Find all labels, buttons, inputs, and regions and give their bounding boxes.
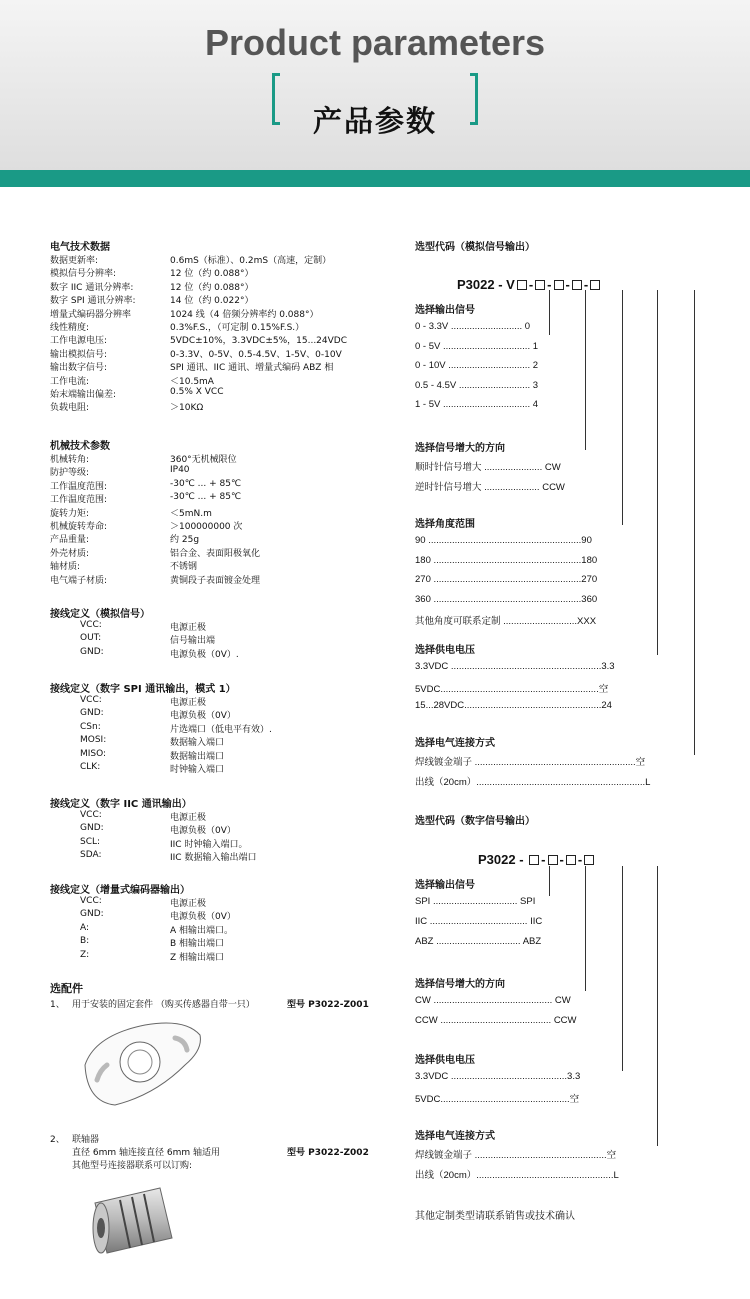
spec-value: 铝合金、表面阳极氧化 [170, 548, 261, 559]
code-slot-4 [572, 280, 582, 290]
spec-key: CLK: [80, 762, 101, 772]
option-item: 出线（20cm）................................................................L [415, 776, 651, 788]
acc2-line2: 其他型号连接器联系可以订购: [72, 1161, 193, 1171]
wiring-inc-title: 接线定义（增量式编码器输出） [50, 885, 190, 896]
spec-key: GND: [80, 708, 104, 719]
option-item: 顺时针信号增大 ...................... CW [415, 462, 561, 473]
spec-value: 电源正极 [170, 899, 207, 909]
option-item: 0 - 5V ................................. 1 [415, 340, 539, 352]
spec-value: Z 相输出端口 [170, 952, 225, 963]
spec-value: A 相输出端口。 [170, 925, 234, 936]
code-slot-5 [590, 280, 600, 290]
analog-code: P3022 - V - - - - [457, 277, 602, 292]
option-item: 15...28VDC....................................................24 [415, 700, 612, 711]
spec-key: A: [80, 922, 90, 933]
digital-code: P3022 - - - - [478, 852, 596, 867]
spec-key: GND: [80, 823, 104, 834]
option-item: 360 ........................................................360 [415, 593, 598, 605]
spec-key: 始末端输出偏差: [50, 390, 117, 400]
acc2-model: 型号 P3022-Z002 [287, 1148, 369, 1158]
header-banner [0, 0, 750, 172]
spec-value: 0.3%F.S.，（可定制 0.15%F.S.） [170, 323, 305, 333]
electrical-title: 电气技术数据 [50, 242, 110, 253]
spec-value: 电源正极 [170, 813, 207, 823]
option-group-title: 选择信号增大的方向 [415, 979, 505, 990]
mechanical-title: 机械技术参数 [50, 441, 110, 452]
spec-key: Z: [80, 949, 90, 960]
page-subtitle: 产品参数 [312, 104, 437, 138]
option-item: 5VDC.................................................空 [415, 1094, 580, 1105]
option-item: 其他角度可联系定制 ............................XXX [415, 616, 597, 627]
spec-key: VCC: [80, 896, 102, 906]
spec-value: 电源正极 [170, 698, 207, 708]
connector-line [694, 290, 695, 755]
analog-code-prefix: P3022 - V [457, 277, 515, 292]
spec-value: 片选端口（低电平有效）. [170, 724, 272, 735]
spec-value: 5VDC±10%，3.3VDC±5%，15...24VDC [170, 336, 348, 347]
spec-key: 工作温度范围: [50, 495, 108, 506]
spec-key: 工作温度范围: [50, 481, 108, 492]
spec-value: 12 位（约 0.088°） [170, 269, 254, 280]
spec-value: IIC 时钟输入端口。 [170, 839, 248, 850]
digital-code-title: 选型代码（数字信号输出） [415, 816, 535, 827]
spec-key: VCC: [80, 810, 102, 820]
spec-key: 数字 SPI 通讯分辨率: [50, 296, 136, 307]
option-item: 出线（20cm）....................................................L [415, 1170, 619, 1181]
spec-key: 输出模拟信号: [50, 349, 108, 360]
spec-key: GND: [80, 909, 104, 920]
option-item: 180 ........................................................180 [415, 554, 598, 566]
acc2-number: 2、 [50, 1135, 65, 1145]
spec-key: 工作电流: [50, 376, 90, 387]
spec-key: 旋转力矩: [50, 508, 90, 519]
option-item: 焊线镀金端子 .............................................................空 [415, 757, 646, 768]
code-slot-2 [535, 280, 545, 290]
spec-value: -30℃ ... + 85℃ [170, 478, 242, 489]
option-item: 0 - 3.3V ........................... 0 [415, 321, 531, 332]
spec-key: 外壳材质: [50, 548, 90, 559]
spec-key: 数字 IIC 通讯分辨率: [50, 282, 134, 293]
option-group-title: 选择角度范围 [415, 519, 475, 530]
option-item: 3.3VDC ............................................3.3 [415, 1071, 581, 1082]
option-item: 焊线镀金端子 ..................................................空 [415, 1150, 617, 1161]
spec-key: 机械旋转寿命: [50, 522, 108, 532]
spec-key: 产品重量: [50, 535, 90, 546]
option-group-title: 选择输出信号 [415, 880, 475, 891]
spec-value: ＜10.5mA [170, 376, 214, 387]
digital-code-prefix: P3022 - [478, 852, 524, 867]
connector-line [657, 290, 658, 655]
spec-value: 电源负极（0V）. [170, 649, 239, 660]
spec-value: 时钟输入端口 [170, 765, 225, 775]
spec-value: 约 25g [170, 535, 200, 546]
option-group-title: 选择电气连接方式 [415, 1131, 495, 1142]
option-item: 270 ........................................................270 [415, 574, 598, 585]
option-item: ABZ ................................ ABZ [415, 936, 542, 947]
spec-key: 模拟信号分辨率: [50, 269, 117, 280]
spec-value: 黄铜段子表面镀金处理 [170, 575, 261, 586]
option-item: 逆时针信号增大 ..................... CCW [415, 481, 565, 493]
spec-value: 12 位（约 0.088°） [170, 282, 254, 293]
option-item: 0 - 10V ............................... 2 [415, 360, 539, 371]
option-item: 0.5 - 4.5V ........................... 3 [415, 379, 539, 391]
option-group-title: 选择供电电压 [415, 645, 475, 656]
spec-value: 1024 线（4 倍频分辨率约 0.088°） [170, 309, 319, 320]
option-item: 90 ..........................................................90 [415, 535, 592, 546]
spec-value: ＞100000000 次 [170, 522, 243, 532]
option-group-title: 选择电气连接方式 [415, 738, 495, 749]
option-item: 3.3VDC .........................................................3.3 [415, 661, 615, 672]
acc2-line1: 直径 6mm 轴连接直径 6mm 轴适用 [72, 1148, 220, 1158]
wiring-analog-title: 接线定义（模拟信号） [50, 609, 150, 620]
option-group-title: 选择供电电压 [415, 1055, 475, 1066]
spec-key: 电气端子材质: [50, 575, 108, 586]
wiring-iic-title: 接线定义（数字 IIC 通讯输出） [50, 799, 192, 810]
coupling-image [80, 1178, 180, 1268]
spec-key: 线性精度: [50, 323, 90, 333]
analog-code-title: 选型代码（模拟信号输出） [415, 242, 535, 253]
option-item: CCW .......................................... CCW [415, 1015, 577, 1026]
accessories-title: 选配件 [50, 982, 83, 995]
option-group-title: 选择信号增大的方向 [415, 443, 505, 454]
spec-value: 电源正极 [170, 623, 207, 633]
spec-value: 0.6mS（标准）、0.2mS（高速，定制） [170, 256, 332, 266]
spec-value: -30℃ ... + 85℃ [170, 492, 242, 503]
spec-key: MISO: [80, 748, 107, 759]
custom-note: 其他定制类型请联系销售或技术确认 [415, 1211, 575, 1222]
spec-key: SDA: [80, 850, 102, 861]
connector-line [657, 866, 658, 1146]
code-slot-1 [529, 855, 539, 865]
spec-key: 输出数字信号: [50, 363, 108, 374]
spec-value: IIC 数据输入输出端口 [170, 853, 257, 864]
code-slot-3 [554, 280, 564, 290]
spec-key: 机械转角: [50, 455, 90, 465]
code-slot-2 [548, 855, 558, 865]
connector-line [585, 866, 586, 991]
option-item: SPI ................................ SPI [415, 896, 536, 907]
spec-key: 增量式编码器分辨率 [50, 309, 132, 320]
code-slot-4 [584, 855, 594, 865]
spec-key: VCC: [80, 695, 102, 705]
spec-key: 工作电源电压: [50, 336, 108, 347]
spec-value: IP40 [170, 465, 190, 476]
spec-value: 数据输入端口 [170, 738, 225, 749]
spec-value: 360°无机械限位 [170, 455, 237, 465]
spec-key: 防护等级: [50, 468, 90, 479]
wiring-spi-title: 接线定义（数字 SPI 通讯输出，模式 1） [50, 684, 236, 695]
page-title: Product parameters [204, 22, 546, 63]
spec-value: 数据输出端口 [170, 751, 225, 762]
connector-line [622, 290, 623, 525]
spec-value: ＜5mN.m [170, 508, 212, 519]
spec-value: 14 位（约 0.022°） [170, 296, 254, 307]
acc1-text: 用于安装的固定套件 （购买传感器自带一只） [72, 1000, 255, 1010]
spec-key: 数据更新率: [50, 256, 99, 266]
connector-line [622, 866, 623, 1071]
spec-key: 负载电阻: [50, 403, 90, 414]
spec-key: CSn: [80, 721, 101, 732]
spec-value: 信号输出端 [170, 636, 216, 647]
spec-key: MOSI: [80, 735, 107, 746]
spec-value: 电源负极（0V） [170, 711, 236, 722]
spec-key: B: [80, 936, 90, 947]
spec-value: 不锈钢 [170, 562, 198, 573]
option-item: IIC ..................................... IIC [415, 916, 543, 927]
connector-line [549, 866, 550, 896]
acc2-name: 联轴器 [72, 1135, 100, 1145]
code-slot-1 [517, 280, 527, 290]
option-group-title: 选择输出信号 [415, 305, 475, 316]
spec-key: VCC: [80, 620, 102, 630]
spec-value: SPI 通讯、IIC 通讯、增量式编码 ABZ 相 [170, 363, 334, 374]
mounting-plate-image [75, 1010, 205, 1110]
spec-value: ＞10KΩ [170, 403, 204, 414]
spec-key: GND: [80, 646, 104, 657]
connector-line [549, 290, 550, 335]
acc1-model: 型号 P3022-Z001 [287, 1000, 369, 1010]
option-item: CW ............................................. CW [415, 995, 571, 1006]
teal-divider [0, 170, 750, 187]
spec-key: OUT: [80, 633, 102, 644]
option-item: 1 - 5V ................................. 4 [415, 399, 539, 410]
spec-value: B 相输出端口 [170, 939, 225, 950]
spec-key: 轴材质: [50, 562, 81, 573]
option-item: 5VDC............................................................空 [415, 683, 609, 695]
spec-key: SCL: [80, 836, 101, 847]
spec-value: 电源负极（0V） [170, 826, 236, 837]
spec-value: 0-3.3V、0-5V、0.5-4.5V、1-5V、0-10V [170, 349, 342, 360]
acc1-number: 1、 [50, 1000, 65, 1010]
connector-line [585, 290, 586, 450]
code-slot-3 [566, 855, 576, 865]
spec-value: 0.5% X VCC [170, 387, 224, 397]
spec-value: 电源负极（0V） [170, 912, 236, 923]
